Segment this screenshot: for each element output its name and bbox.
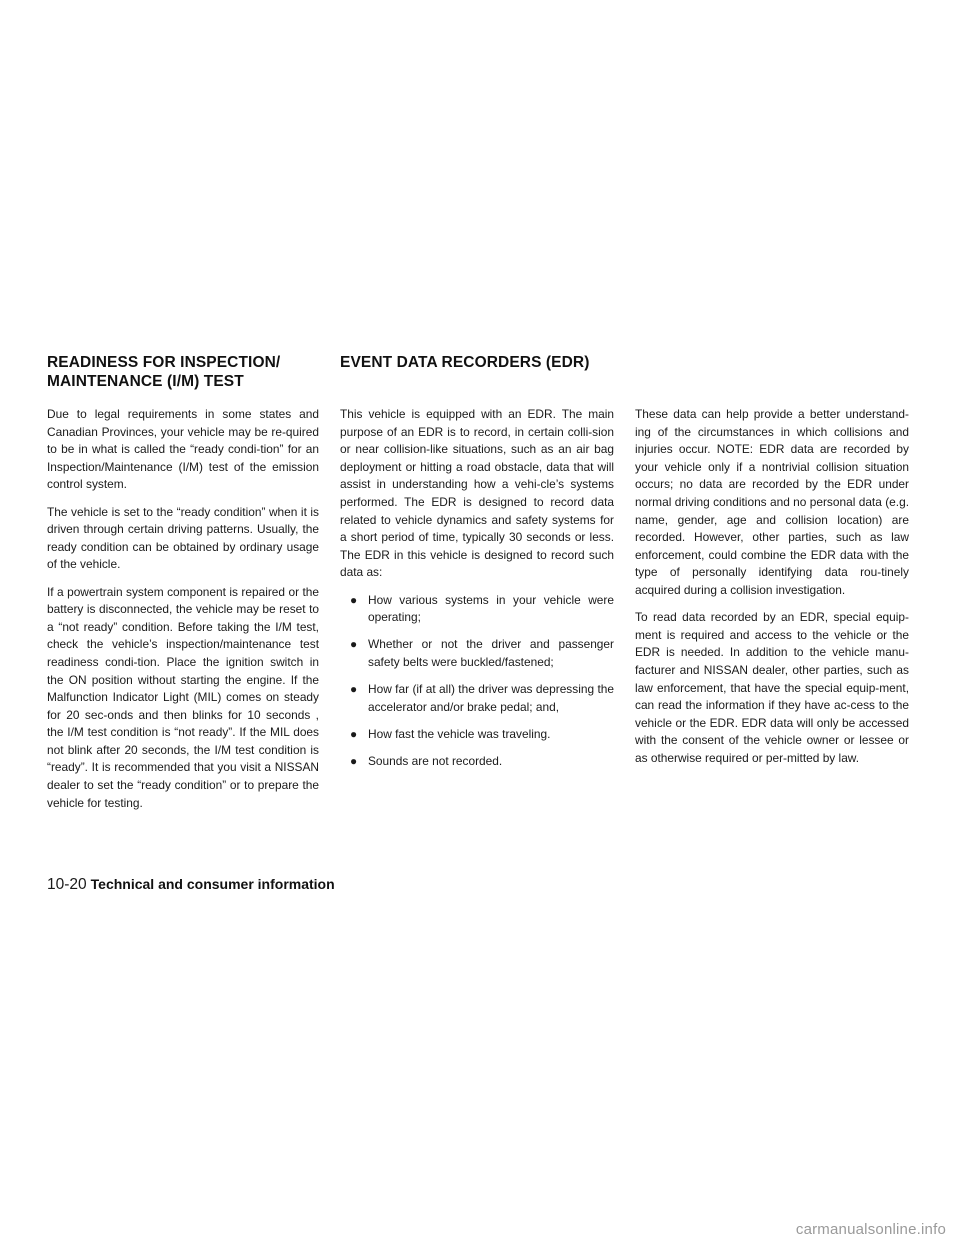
- heading-edr: EVENT DATA RECORDERS (EDR): [340, 354, 590, 371]
- paragraph: These data can help provide a better understand-ing of the circumstances in which collisions and injuries occur. NOTE: EDR data are recorded by your vehicle only if a nontrivial collision situation occurs; no data are recorded by the EDR under normal driving conditions and no personal data (e.g. name, gender, age and collision location) are recorded. However, other parties, such as law enforcement, could combine the EDR data with the type of personally identifying data rou-tinely acquired during a collision investigation.: [635, 407, 909, 597]
- column-edr-details: [635, 406, 909, 777]
- list-item: [340, 726, 614, 744]
- paragraph: To read data recorded by an EDR, special equip-ment is required and access to the vehicle or the EDR is needed. In addition to the vehicle manu-facturer and NISSAN dealer, other parties, such as law enforcement, that have the special equip-ment, can read the information if they have ac-cess to the vehicle or the EDR. EDR data will only be accessed with the consent of the vehicle owner or lessee or as otherwise required or per-mitted by law.: [635, 610, 909, 765]
- watermark-link[interactable]: carmanualsonline.info: [795, 1221, 946, 1238]
- bullet-icon: ●: [350, 637, 358, 652]
- heading-readiness-line-1: READINESS FOR INSPECTION/: [47, 354, 281, 371]
- list-item-text: How far (if at all) the driver was depressing the accelerator and/or brake pedal; and,: [368, 682, 614, 714]
- column-edr-intro: [340, 406, 614, 780]
- page-number: 10-20: [47, 876, 87, 893]
- list-item-text: Sounds are not recorded.: [368, 754, 503, 769]
- heading-readiness-line-2: MAINTENANCE (I/M) TEST: [47, 373, 244, 390]
- list-item: [340, 592, 614, 627]
- paragraph: Due to legal requirements in some states and Canadian Provinces, your vehicle may be re-quired to be in what is called the “ready condi-tion” for an Inspection/Maintenance (I/M) test of the emission control system.: [47, 407, 319, 492]
- bullet-icon: ●: [350, 682, 358, 697]
- list-item: [340, 753, 614, 771]
- column-readiness: [47, 406, 319, 822]
- list-item-text: How fast the vehicle was traveling.: [368, 726, 551, 741]
- paragraph: This vehicle is equipped with an EDR. The main purpose of an EDR is to record, in certain colli-sion or near collision-like situations, such as an air bag deployment or hitting a road obstacle, data that will assist in understanding how a vehi-cle’s systems performed. The EDR is designed to record data related to vehicle dynamics and safety systems for a short period of time, typically 30 seconds or less. The EDR in this vehicle is designed to record such data as:: [340, 407, 614, 580]
- list-item: [340, 681, 614, 716]
- page-footer: [47, 876, 335, 894]
- bullet-icon: ●: [350, 592, 358, 607]
- paragraph: The vehicle is set to the “ready condition” when it is driven through certain driving patterns. Usually, the ready condition can be obtained by ordinary usage of the vehicle.: [47, 504, 319, 572]
- bullet-icon: ●: [350, 754, 358, 769]
- list-item-text: Whether or not the driver and passenger safety belts were buckled/fastened;: [368, 637, 614, 669]
- list-item-text: How various systems in your vehicle were operating;: [368, 592, 614, 625]
- list-item: [340, 636, 614, 671]
- edr-data-list: [340, 592, 614, 771]
- heading-readiness: [47, 353, 280, 391]
- paragraph: If a powertrain system component is repaired or the battery is disconnected, the vehicle may be reset to a “not ready” condition. Before taking the I/M test, check the vehicle’s inspection/maintenance test readiness condi-tion. Place the ignition switch in the ON position without starting the engine. If the Malfunction Indicator Light (MIL) comes on steady for 20 sec-onds and then blinks for 10 seconds , the I/M test condition is “not ready”. If the MIL does not blink after 20 seconds, the I/M test condition is “ready”. It is recommended that you visit a NISSAN dealer to set the “ready condition” or to prepare the vehicle for testing.: [47, 584, 319, 810]
- section-title: Technical and consumer information: [90, 876, 335, 892]
- bullet-icon: ●: [350, 726, 358, 741]
